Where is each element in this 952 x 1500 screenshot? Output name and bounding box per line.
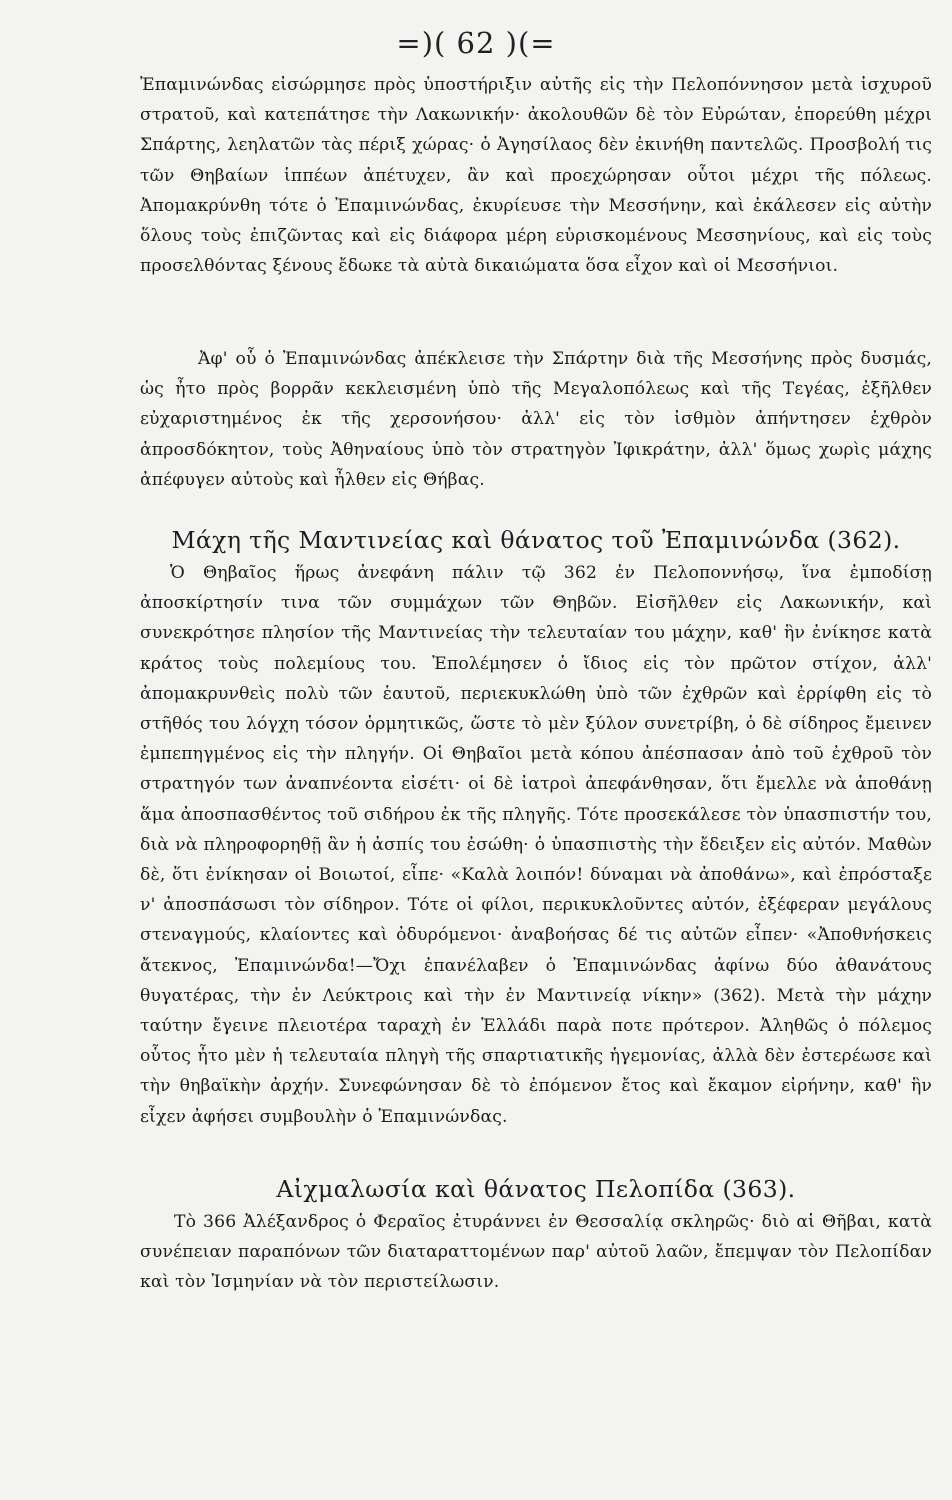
paragraph-invasion (140, 70, 932, 281)
paragraph-text: Τὸ 366 Ἀλέξανδρος ὁ Φεραῖος ἐτυράννει ἐν Θεσσαλίᾳ σκληρῶς· διὸ αἱ Θῆβαι, κατὰ συνέπειαν παραπόνων τῶν διαταραττομένων παρ' αὐτοῦ λαῶν, ἔπεμψαν τὸν Πελοπίδαν καὶ τὸν Ἰσμηνίαν νὰ τὸν περιστείλωσιν. (140, 1212, 932, 1293)
section-heading-mantinea: Μάχη τῆς Μαντινείας καὶ θάνατος τοῦ Ἐπαμινώνδα (362). (171, 526, 901, 554)
paragraph-text: Ἐπαμινώνδας εἰσώρμησε πρὸς ὑποστήριξιν αὐτῆς εἰς τὴν Πελοπόννησον μετὰ ἰσχυροῦ στρατοῦ, καὶ κατεπάτησε τὴν Λακωνικήν· ἀκολουθῶν δὲ τὸν Εὐρώταν, ἐπορεύθη μέχρι Σπάρτης, λεηλατῶν τὰς πέριξ χώρας· ὁ Ἀγησίλαος δὲν ἐκινήθη παντελῶς. Προσβολή τις τῶν Θηβαίων ἱππέων ἀπέτυχεν, ἂν καὶ προεχώρησαν οὗτοι μέχρι τῆς πόλεως. Ἀπομακρύνθη τότε ὁ Ἐπαμινώνδας, ἐκυρίευσε τὴν Μεσσήνην, καὶ ἐκάλεσεν εἰς αὐτὴν ὅλους τοὺς ἐπιζῶντας καὶ εἰς διάφορα μέρη εὑρισκομένους Μεσσηνίους, καὶ εἰς τοὺς προσελθόντας ξένους ἔδωκε τὰ αὐτὰ δικαιώματα ὅσα εἶχον καὶ οἱ Μεσσήνιοι. (140, 75, 932, 277)
paragraph-return (140, 344, 932, 495)
paragraph-pelopidas (140, 1207, 932, 1298)
paragraph-text: Ὁ Θηβαῖος ἥρως ἀνεφάνη πάλιν τῷ 362 ἐν Πελοποννήσῳ, ἵνα ἐμποδίσῃ ἀποσκίρτησίν τινα τῶν συμμάχων τῶν Θηβῶν. Εἰσῆλθεν εἰς Λακωνικήν, καὶ συνεκρότησε πλησίον τῆς Μαντινείας τὴν τελευταίαν του μάχην, καθ' ἣν ἐνίκησε κατὰ κράτος τοὺς πολεμίους του. Ἐπολέμησεν ὁ ἴδιος εἰς τὸν πρῶτον στίχον, ἀλλ' ἀπομακρυνθεὶς πολὺ τῶν ἑαυτοῦ, περιεκυκλώθη ὑπὸ τῶν ἐχθρῶν καὶ ἐρρίφθη εἰς τὸ στῆθός του λόγχη τόσον ὁρμητικῶς, ὥστε τὸ μὲν ξύλον συνετρίβη, ὁ δὲ σίδηρος ἔμεινεν ἐμπεπηγμένος εἰς τὴν πληγήν. Οἱ Θηβαῖοι μετὰ κόπου ἀπέσπασαν ἀπὸ τοῦ ἐχθροῦ τὸν στρατηγόν των ἀναπνέοντα εἰσέτι· οἱ δὲ ἰατροὶ ἀπεφάνθησαν, ὅτι ἔμελλε νὰ ἀποθάνῃ ἅμα ἀποσπασθέντος τοῦ σιδήρου ἐκ τῆς πληγῆς. Τότε προσεκάλεσε τὸν ὑπασπιστήν του, διὰ νὰ πληροφορηθῇ ἂν ἡ ἀσπίς του ἐσώθη· ὁ ὑπασπιστὴς τὴν ἔδειξεν εἰς αὐτόν. Μαθὼν δὲ, ὅτι ἐνίκησαν οἱ Βοιωτοί, εἶπε· «Καλὰ λοιπόν! δύναμαι νὰ ἀποθάνω», καὶ ἐπρόσταξε ν' ἀποσπάσωσι τὸν σίδηρον. Τότε οἱ φίλοι, περικυκλοῦντες αὐτόν, ἐξέφεραν μεγάλους στεναγμούς, κλαίοντες καὶ ὀδυρόμενοι· ἀναβοήσας δέ τις αὐτῶν εἶπεν· «Ἀποθνήσκεις ἄτεκνος, Ἐπαμινώνδα!—Ὄχι ἐπανέλαβεν ὁ Ἐπαμινώνδας ἀφίνω δύο ἀθανάτους θυγατέρας, τὴν ἐν Λεύκτροις καὶ τὴν ἐν Μαντινείᾳ νίκην» (362). Μετὰ τὴν μάχην ταύτην ἔγεινε πλειοτέρα ταραχὴ ἐν Ἑλλάδι παρὰ ποτε πρότερον. Ἀληθῶς ὁ πόλεμος οὗτος ἦτο μὲν ἡ τελευταία πληγὴ τῆς σπαρτιατικῆς ἡγεμονίας, ἀλλὰ δὲν ἐστερέωσε καὶ τὴν θηβαϊκὴν ἀρχήν. Συνεφώνησαν δὲ τὸ ἐπόμενον ἔτος καὶ ἔκαμον εἰρήνην, καθ' ἣν εἶχεν ἀφήσει συμβουλὴν ὁ Ἐπαμινώνδας. (140, 563, 932, 1127)
section-heading-pelopidas: Αἰχμαλωσία καὶ θάνατος Πελοπίδα (363). (276, 1175, 796, 1203)
page-number-header: =)( 62 )(= (396, 26, 556, 60)
paragraph-mantinea (140, 558, 932, 1132)
paragraph-text: Ἀφ' οὗ ὁ Ἐπαμινώνδας ἀπέκλεισε τὴν Σπάρτην διὰ τῆς Μεσσήνης πρὸς δυσμάς, ὡς ἦτο πρὸς βορρᾶν κεκλεισμένη ὑπὸ τῆς Μεγαλοπόλεως καὶ τῆς Τεγέας, ἐξῆλθεν εὐχαριστημένος ἐκ τῆς χερσονήσου· ἀλλ' εἰς τὸν ἰσθμὸν ἀπήντησεν ἐχθρὸν ἀπροσδόκητον, τοὺς Ἀθηναίους ὑπὸ τὸν στρατηγὸν Ἰφικράτην, ἀλλ' ὅμως χωρὶς μάχης ἀπέφυγεν αὐτοὺς καὶ ἦλθεν εἰς Θήβας. (140, 349, 932, 490)
